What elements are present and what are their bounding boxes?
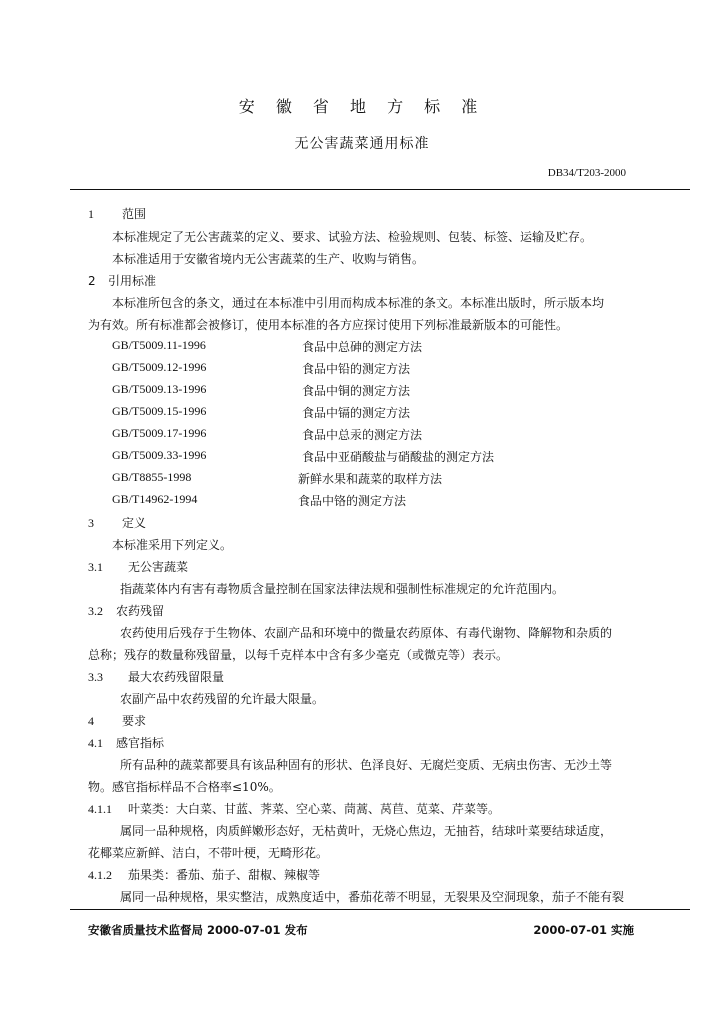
ref-title: 食品中总砷的测定方法 (302, 340, 423, 354)
section-3-2-heading: 3.2 农药残留 (88, 604, 165, 618)
section-4-heading: 4 要求 (88, 714, 147, 728)
section-3-1-heading: 3.1 无公害蔬菜 (88, 560, 189, 574)
section-4-1-2-heading: 4.1.2 茄果类：番茄、茄子、甜椒、辣椒等 (88, 868, 321, 882)
effective-date: 2000-07-01 实施 (533, 923, 634, 937)
ref-title: 食品中铜的测定方法 (302, 384, 411, 398)
section-1-para-1: 本标准规定了无公害蔬菜的定义、要求、试验方法、检验规则、包装、标签、运输及贮存。 (112, 230, 593, 244)
document-subtitle: 无公害蔬菜通用标准 (294, 136, 430, 152)
ref-title: 食品中镉的测定方法 (302, 406, 411, 420)
ref-code: GB/T5009.11-1996 (112, 338, 206, 352)
section-3-para: 本标准采用下列定义。 (112, 538, 233, 552)
section-4-1-1-para-line-1: 属同一品种规格，肉质鲜嫩形态好，无枯黄叶，无烧心焦边，无抽苔，结球叶菜要结球适度， (120, 824, 613, 838)
header-rule (70, 189, 690, 190)
section-1-para-2: 本标准适用于安徽省境内无公害蔬菜的生产、收购与销售。 (112, 252, 425, 266)
ref-title: 食品中铬的测定方法 (298, 494, 407, 508)
section-3-heading: 3 定义 (88, 516, 147, 530)
standard-number: DB34/T203-2000 (547, 167, 626, 179)
section-4-1-heading: 4.1 感官指标 (88, 736, 165, 750)
ref-code: GB/T8855-1998 (112, 470, 192, 484)
section-4-1-2-para-line-1: 属同一品种规格，果实整洁，成熟度适中，番茄花蒂不明显，无裂果及空洞现象，茄子不能有裂 (120, 890, 625, 904)
section-2-heading: 2 引用标准 (88, 274, 157, 288)
ref-code: GB/T5009.15-1996 (112, 404, 207, 418)
ref-code: GB/T14962-1994 (112, 492, 198, 506)
document-title: 安 徽 省 地 方 标 准 (238, 97, 486, 116)
section-3-3-heading: 3.3 最大农药残留限量 (88, 670, 225, 684)
section-3-2-para-line-1: 农药使用后残存于生物体、农副产品和环境中的微量农药原体、有毒代谢物、降解物和杂质的 (120, 626, 613, 640)
ref-code: GB/T5009.12-1996 (112, 360, 207, 374)
ref-code: GB/T5009.33-1996 (112, 448, 207, 462)
section-4-1-1-para-line-2: 花椰菜应新鲜、洁白，不带叶梗，无畸形花。 (88, 846, 329, 860)
section-2-para-line-2: 为有效。所有标准都会被修订，使用本标准的各方应探讨使用下列标准最新版本的可能性。 (88, 318, 569, 332)
section-4-1-1-heading: 4.1.1 叶菜类：大白菜、甘蓝、荠菜、空心菜、茼蒿、莴苣、苋菜、芹菜等。 (88, 802, 501, 816)
ref-code: GB/T5009.17-1996 (112, 426, 207, 440)
issuer-line: 安徽省质量技术监督局 2000-07-01 发布 (88, 923, 308, 937)
ref-title: 食品中铅的测定方法 (302, 362, 411, 376)
section-3-3-para: 农副产品中农药残留的允许最大限量。 (120, 692, 325, 706)
ref-title: 新鲜水果和蔬菜的取样方法 (298, 472, 443, 486)
footer-rule (70, 909, 690, 910)
section-2-para-line-1: 本标准所包含的条文，通过在本标准中引用而构成本标准的条文。本标准出版时，所示版本均 (112, 296, 605, 310)
section-4-1-para-line-2: 物。感官指标样品不合格率≤10%。 (88, 780, 281, 794)
section-1-heading: 1 范围 (88, 207, 147, 221)
section-4-1-para-line-1: 所有品种的蔬菜都要具有该品种固有的形状、色泽良好、无腐烂变质、无病虫伤害、无沙土等 (120, 758, 613, 772)
section-3-1-para: 指蔬菜体内有害有毒物质含量控制在国家法律法规和强制性标准规定的允许范围内。 (120, 582, 565, 596)
section-3-2-para-line-2: 总称；残存的数量称残留量，以每千克样本中含有多少毫克（或微克等）表示。 (88, 648, 509, 662)
ref-code: GB/T5009.13-1996 (112, 382, 207, 396)
ref-title: 食品中亚硝酸盐与硝酸盐的测定方法 (302, 450, 495, 464)
ref-title: 食品中总汞的测定方法 (302, 428, 423, 442)
